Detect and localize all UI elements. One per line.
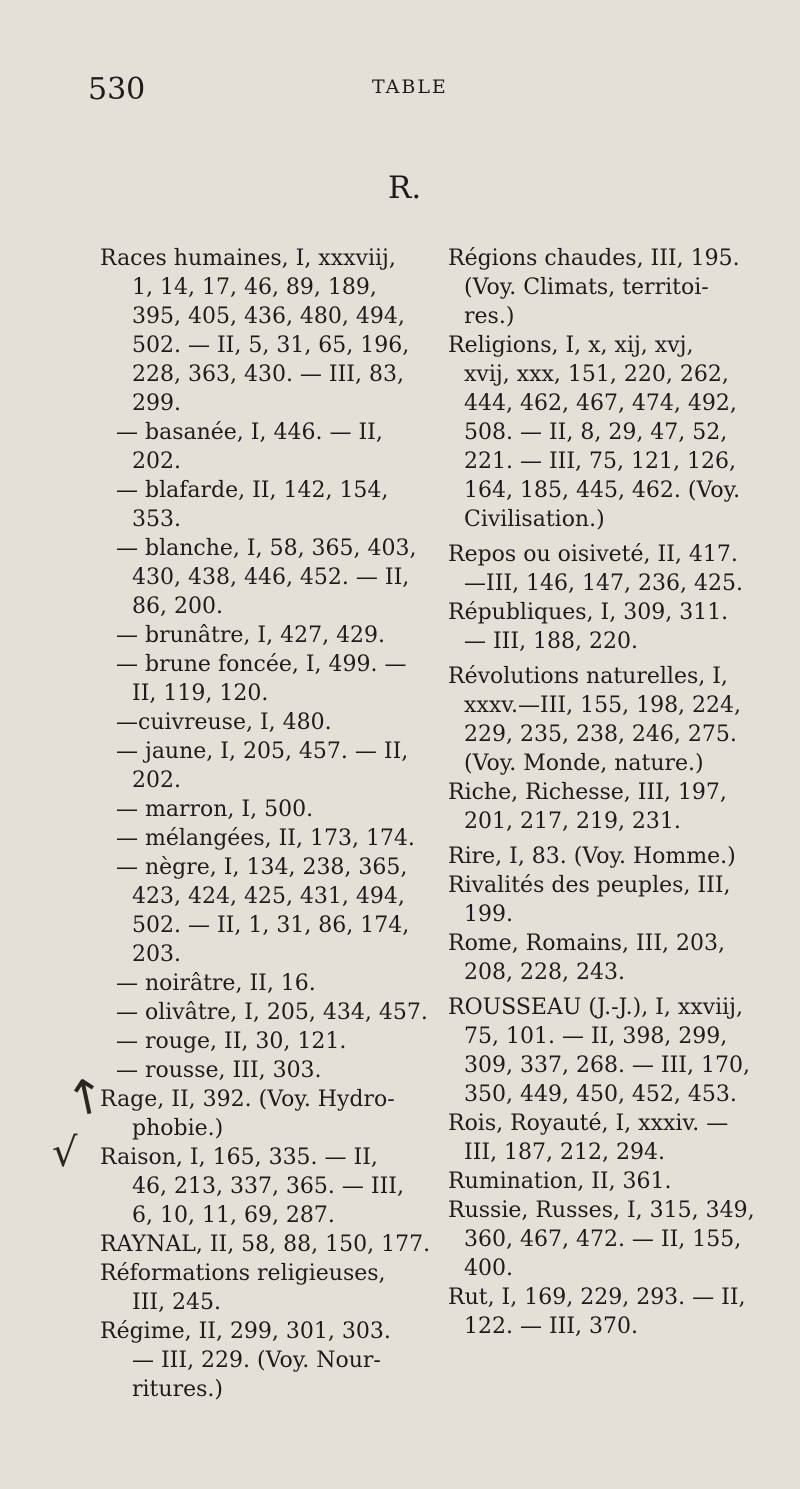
index-line: 423, 424, 425, 431, 494,	[132, 884, 405, 909]
index-line: Rut, I, 169, 229, 293. — II,	[448, 1285, 746, 1310]
index-line: — marron, I, 500.	[116, 797, 314, 822]
index-line: — olivâtre, I, 205, 434, 457.	[116, 1000, 428, 1025]
index-line: Républiques, I, 309, 311.	[448, 600, 729, 625]
index-line: 430, 438, 446, 452. — II,	[132, 565, 410, 590]
index-line: 309, 337, 268. — III, 170,	[464, 1053, 750, 1078]
index-line: Races humaines, I, xxxviij,	[100, 246, 396, 271]
index-line: 122. — III, 370.	[464, 1314, 639, 1339]
index-line: Rage, II, 392. (Voy. Hydro-	[100, 1087, 395, 1112]
running-title: TABLE	[372, 76, 448, 98]
index-line: 502. — II, 5, 31, 65, 196,	[132, 333, 410, 358]
index-line: — jaune, I, 205, 457. — II,	[116, 739, 409, 764]
index-line: Repos ou oisiveté, II, 417.	[448, 542, 738, 567]
index-line: 299.	[132, 391, 181, 416]
index-line: 400.	[464, 1256, 513, 1281]
page-number: 530	[88, 72, 146, 107]
index-line: 350, 449, 450, 452, 453.	[464, 1082, 737, 1107]
index-line: III, 187, 212, 294.	[464, 1140, 665, 1165]
index-line: 502. — II, 1, 31, 86, 174,	[132, 913, 410, 938]
index-line: 203.	[132, 942, 181, 967]
index-line: 6, 10, 11, 69, 287.	[132, 1203, 335, 1228]
index-line: Régions chaudes, III, 195.	[448, 246, 740, 271]
index-line: — blanche, I, 58, 365, 403,	[116, 536, 417, 561]
index-line: phobie.)	[132, 1116, 224, 1141]
index-line: III, 245.	[132, 1290, 222, 1315]
index-line: 229, 235, 238, 246, 275.	[464, 722, 737, 747]
index-line: ritures.)	[132, 1377, 223, 1402]
index-line: 46, 213, 337, 365. — III,	[132, 1174, 404, 1199]
index-line: — nègre, I, 134, 238, 365,	[116, 855, 408, 880]
index-line: 201, 217, 219, 231.	[464, 809, 681, 834]
index-line: Rumination, II, 361.	[448, 1169, 672, 1194]
index-line: 86, 200.	[132, 594, 223, 619]
index-line: 164, 185, 445, 462. (Voy.	[464, 478, 741, 503]
index-line: 353.	[132, 507, 181, 532]
index-line: 1, 14, 17, 46, 89, 189,	[132, 275, 377, 300]
index-line: Raison, I, 165, 335. — II,	[100, 1145, 378, 1170]
index-line: Civilisation.)	[464, 507, 605, 532]
index-line: — rousse, III, 303.	[116, 1058, 322, 1083]
index-line: — blafarde, II, 142, 154,	[116, 478, 389, 503]
index-line: Rire, I, 83. (Voy. Homme.)	[448, 844, 736, 869]
index-line: 395, 405, 436, 480, 494,	[132, 304, 405, 329]
index-line: (Voy. Monde, nature.)	[464, 751, 704, 776]
index-line: — basanée, I, 446. — II,	[116, 420, 383, 445]
index-line: Rivalités des peuples, III,	[448, 873, 731, 898]
index-line: 508. — II, 8, 29, 47, 52,	[464, 420, 728, 445]
index-line: 208, 228, 243.	[464, 960, 625, 985]
index-line: — noirâtre, II, 16.	[116, 971, 316, 996]
index-line: — III, 229. (Voy. Nour-	[132, 1348, 381, 1373]
right-index-column	[440, 244, 782, 1341]
index-line: II, 119, 120.	[132, 681, 269, 706]
index-line: Réformations religieuses,	[100, 1261, 386, 1286]
index-line: Rois, Royauté, I, xxxiv. —	[448, 1111, 729, 1136]
index-line: —cuivreuse, I, 480.	[116, 710, 332, 735]
index-line: Religions, I, x, xij, xvj,	[448, 333, 694, 358]
index-line: Révolutions naturelles, I,	[448, 664, 728, 689]
index-line: 228, 363, 430. — III, 83,	[132, 362, 404, 387]
index-line: (Voy. Climats, territoi-	[464, 275, 709, 300]
index-line: — brune foncée, I, 499. —	[116, 652, 407, 677]
index-line: xxxv.—III, 155, 198, 224,	[464, 693, 742, 718]
index-line: 221. — III, 75, 121, 126,	[464, 449, 736, 474]
section-letter: R.	[388, 170, 422, 206]
left-index-column	[92, 244, 430, 1404]
index-line: 75, 101. — II, 398, 299,	[464, 1024, 728, 1049]
index-line: — mélangées, II, 173, 174.	[116, 826, 415, 851]
index-line: res.)	[464, 304, 515, 329]
index-line: 360, 467, 472. — II, 155,	[464, 1227, 742, 1252]
index-line: Rome, Romains, III, 203,	[448, 931, 725, 956]
index-line: 202.	[132, 449, 181, 474]
index-line: ROUSSEAU (J.-J.), I, xxviij,	[448, 995, 743, 1020]
index-line: Russie, Russes, I, 315, 349,	[448, 1198, 755, 1223]
index-line: 202.	[132, 768, 181, 793]
index-line: 444, 462, 467, 474, 492,	[464, 391, 737, 416]
index-line: 199.	[464, 902, 513, 927]
handwritten-arrow-mark: ↑	[60, 1066, 112, 1130]
handwritten-check-mark: √	[52, 1130, 78, 1176]
index-line: —III, 146, 147, 236, 425.	[464, 571, 743, 596]
index-line: Régime, II, 299, 301, 303.	[100, 1319, 391, 1344]
index-line: RAYNAL, II, 58, 88, 150, 177.	[100, 1232, 431, 1257]
index-line: Riche, Richesse, III, 197,	[448, 780, 727, 805]
index-line: xvij, xxx, 151, 220, 262,	[464, 362, 729, 387]
index-line: — brunâtre, I, 427, 429.	[116, 623, 386, 648]
index-line: — rouge, II, 30, 121.	[116, 1029, 347, 1054]
index-line: — III, 188, 220.	[464, 629, 639, 654]
